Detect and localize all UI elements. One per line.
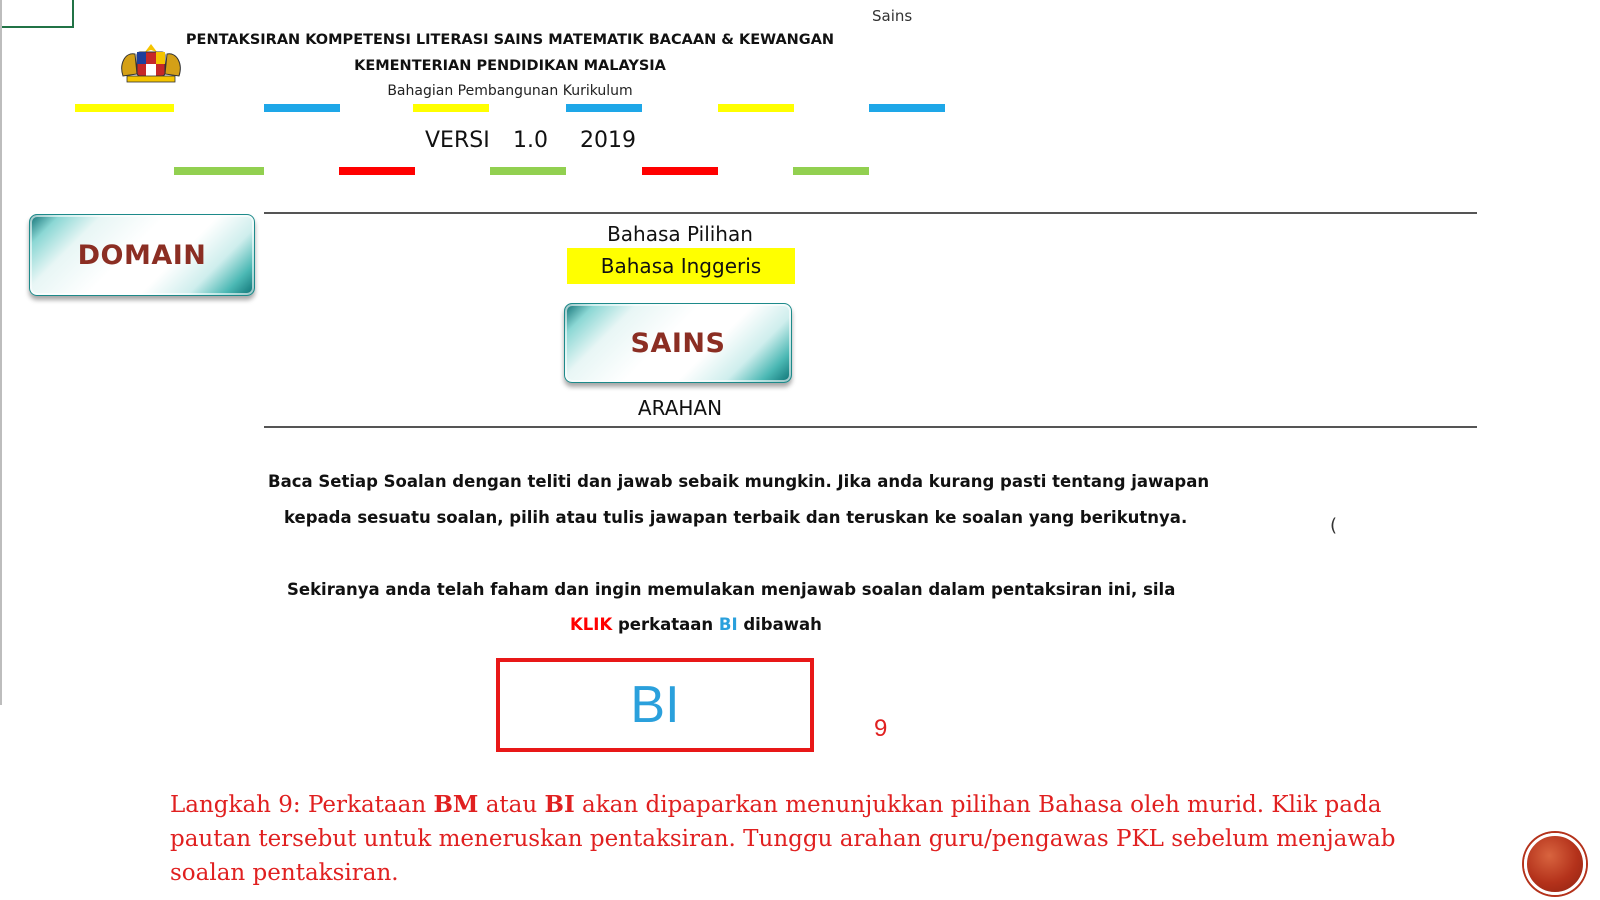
caption-bm: BM xyxy=(433,791,479,818)
arahan-heading: ARAHAN xyxy=(637,396,723,420)
decor-bar-yellow xyxy=(413,104,489,112)
instruction-line2: kepada sesuatu soalan, pilih atau tulis jawapan terbaik dan teruskan ke soalan yang berikutnya. xyxy=(284,508,1188,527)
slide-marker-icon xyxy=(1524,833,1586,895)
caption-bi: BI xyxy=(544,791,575,818)
instruction-line1: Baca Setiap Soalan dengan teliti dan jawab sebaik mungkin. Jika anda kurang pasti tentang jawapan xyxy=(268,472,1210,491)
klik-word: KLIK xyxy=(570,615,613,634)
instruction-line3: Sekiranya anda telah faham dan ingin memulakan menjawab soalan dalam pentaksiran ini, sila xyxy=(287,580,1176,599)
version-year: 2019 xyxy=(580,128,636,153)
sains-button[interactable]: SAINS xyxy=(564,303,792,383)
instruction-line4 xyxy=(570,615,822,634)
header-title-line2: KEMENTERIAN PENDIDIKAN MALAYSIA xyxy=(354,58,666,74)
decor-bar-yellow xyxy=(718,104,794,112)
bi-word: BI xyxy=(718,615,738,634)
decor-bar-blue xyxy=(264,104,340,112)
bi-link-button[interactable]: BI xyxy=(496,658,814,752)
decor-bar-blue xyxy=(566,104,642,112)
selected-language: Bahasa Inggeris xyxy=(567,248,795,284)
decor-bar-blue xyxy=(869,104,945,112)
divider-bottom xyxy=(264,426,1477,428)
header-subtitle: Bahagian Pembangunan Kurikulum xyxy=(387,83,633,99)
decor-bar-green xyxy=(793,167,869,175)
domain-button[interactable]: DOMAIN xyxy=(29,214,255,296)
sheet-left-border xyxy=(0,0,2,705)
instruction-line4-mid: perkataan xyxy=(612,615,719,634)
instruction-line4-end: dibawah xyxy=(737,615,822,634)
decor-bar-yellow xyxy=(75,104,174,112)
version-number: 1.0 xyxy=(513,128,548,153)
step-number: 9 xyxy=(874,715,888,742)
stray-character: ( xyxy=(1330,515,1338,536)
language-choice-label: Bahasa Pilihan xyxy=(607,222,753,246)
sheet-tab-label: Sains xyxy=(872,7,913,25)
step-caption xyxy=(170,788,1400,890)
caption-part3: akan dipaparkan menunjukkan pilihan Bahasa oleh murid. Klik pada pautan tersebut untuk meneruskan pentaksiran. Tunggu arahan guru/pengawas PKL sebelum menjawab soalan pentaksiran. xyxy=(170,792,1396,886)
version-label: VERSI xyxy=(425,128,490,153)
caption-part2: atau xyxy=(478,792,545,818)
decor-bar-green xyxy=(490,167,566,175)
decor-bar-green xyxy=(174,167,264,175)
divider-top xyxy=(264,212,1477,214)
decor-bar-red xyxy=(642,167,718,175)
selected-cell-outline xyxy=(0,0,74,28)
decor-bar-red xyxy=(339,167,415,175)
header-title-line1: PENTAKSIRAN KOMPETENSI LITERASI SAINS MATEMATIK BACAAN & KEWANGAN xyxy=(185,32,835,48)
caption-part1: Langkah 9: Perkataan xyxy=(170,792,434,818)
